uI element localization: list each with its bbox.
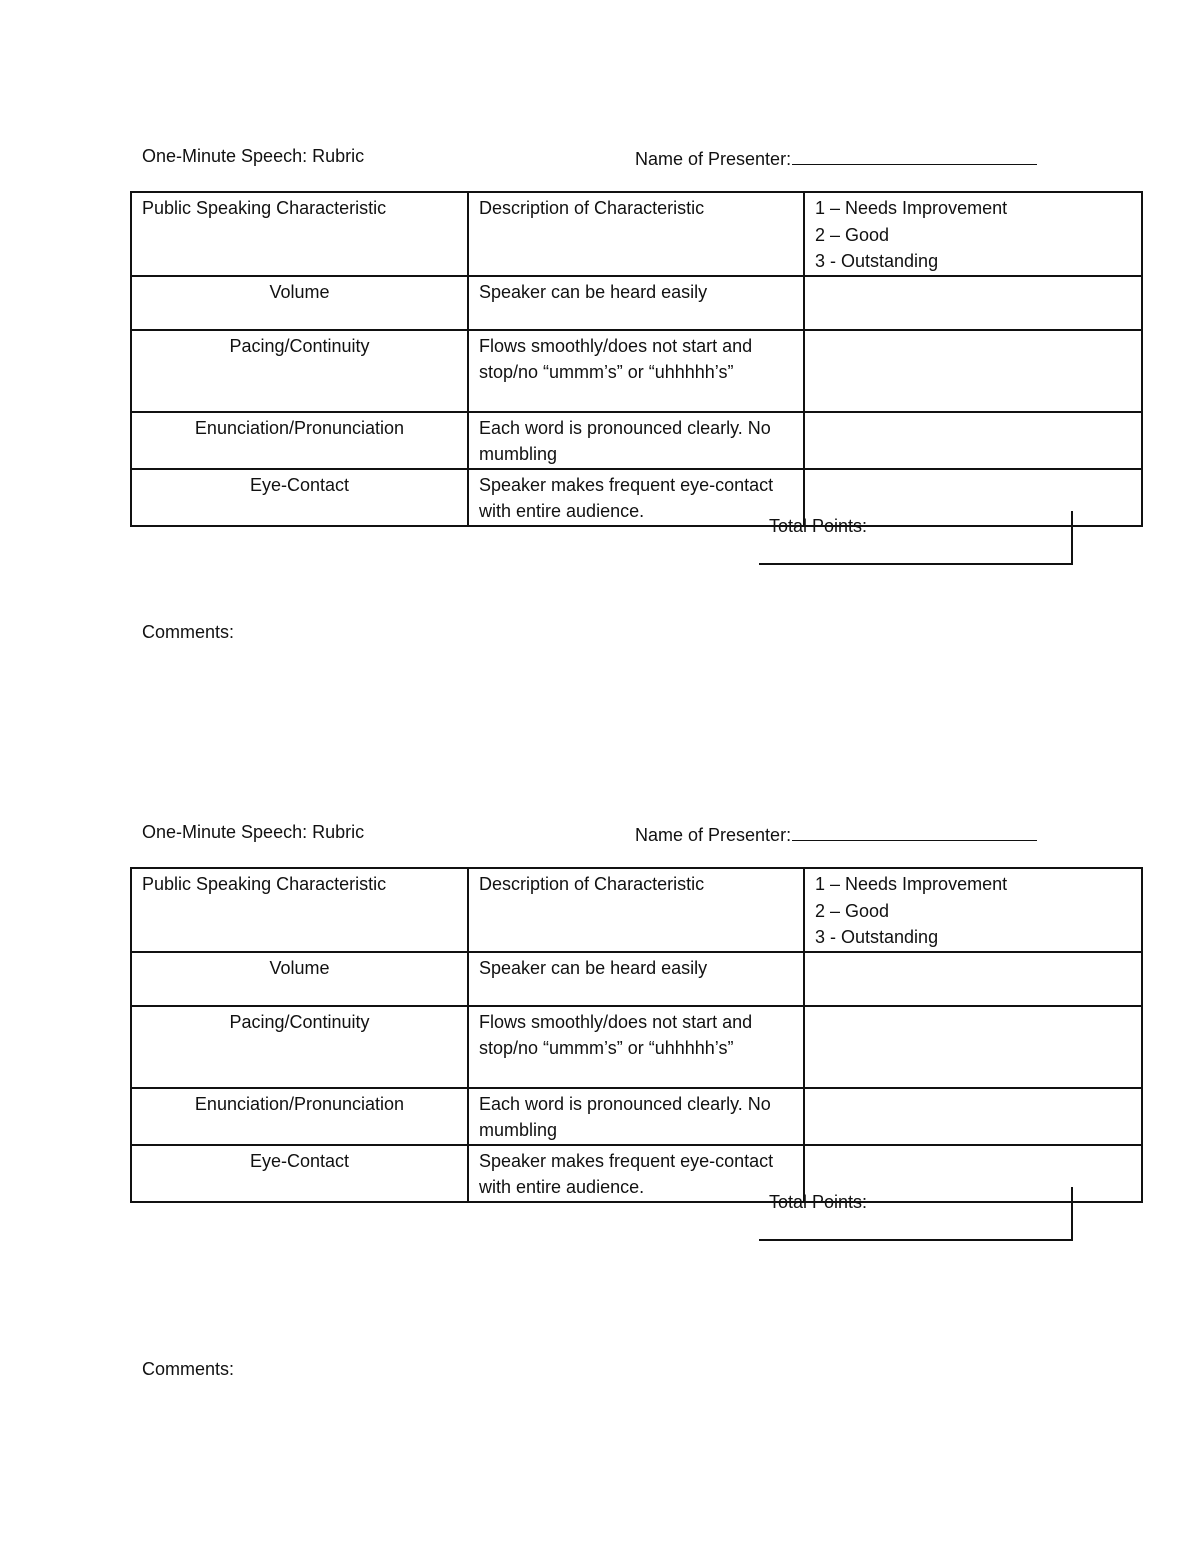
score-cell[interactable] (804, 276, 1142, 330)
score-cell[interactable] (804, 1088, 1142, 1145)
table-row (131, 952, 1142, 1006)
scale-level-3: 3 - Outstanding (815, 251, 939, 271)
table-row (131, 412, 1142, 469)
total-points-box[interactable] (759, 511, 1073, 565)
description-cell: Each word is pronounced clearly. No mumbling (468, 412, 804, 469)
characteristic-cell: Volume (131, 276, 468, 330)
score-cell[interactable] (804, 330, 1142, 412)
header-description: Description of Characteristic (468, 192, 804, 276)
score-cell[interactable] (804, 412, 1142, 469)
presenter-name-field[interactable] (635, 821, 1037, 846)
header-scale (804, 868, 1142, 952)
description-cell: Speaker can be heard easily (468, 276, 804, 330)
scale-level-2: 2 – Good (815, 900, 890, 921)
table-row (131, 276, 1142, 330)
description-cell: Speaker makes frequent eye-contact with entire audience. (468, 1145, 804, 1202)
header-characteristic: Public Speaking Characteristic (131, 192, 468, 276)
characteristic-cell: Eye-Contact (131, 469, 468, 526)
description-cell: Each word is pronounced clearly. No mumbling (468, 1088, 804, 1145)
comments-label: Comments: (142, 1359, 235, 1379)
description-cell: Speaker makes frequent eye-contact with entire audience. (468, 469, 804, 526)
scale-level-1: 1 – Needs Improvement (815, 874, 1008, 894)
total-points-label: Total Points: (769, 516, 868, 536)
scale-level-2: 2 – Good (815, 224, 890, 245)
header-scale (804, 192, 1142, 276)
characteristic-cell: Pacing/Continuity (131, 1006, 468, 1088)
table-row (131, 330, 1142, 412)
presenter-name-blank[interactable] (792, 145, 1037, 165)
rubric-section (0, 0, 1200, 642)
table-header-row (131, 868, 1142, 952)
table-header-row (131, 192, 1142, 276)
rubric-title: One-Minute Speech: Rubric (142, 146, 365, 166)
table-row (131, 1006, 1142, 1088)
table-row (131, 1088, 1142, 1145)
score-cell[interactable] (804, 1006, 1142, 1088)
rubric-title: One-Minute Speech: Rubric (142, 822, 365, 842)
score-cell[interactable] (804, 952, 1142, 1006)
characteristic-cell: Volume (131, 952, 468, 1006)
comments-label: Comments: (142, 622, 235, 642)
presenter-name-field[interactable] (635, 145, 1037, 170)
total-points-box[interactable] (759, 1187, 1073, 1241)
characteristic-cell: Pacing/Continuity (131, 330, 468, 412)
scale-level-1: 1 – Needs Improvement (815, 198, 1008, 218)
rubric-section (0, 676, 1200, 1379)
rubric-table (130, 867, 1143, 1203)
characteristic-cell: Enunciation/Pronunciation (131, 1088, 468, 1145)
total-points-label: Total Points: (769, 1192, 868, 1212)
header-characteristic: Public Speaking Characteristic (131, 868, 468, 952)
characteristic-cell: Enunciation/Pronunciation (131, 412, 468, 469)
description-cell: Flows smoothly/does not start and stop/no “ummm’s” or “uhhhhh’s” (468, 330, 804, 412)
presenter-name-blank[interactable] (792, 821, 1037, 841)
description-cell: Speaker can be heard easily (468, 952, 804, 1006)
presenter-label: Name of Presenter: (635, 825, 792, 845)
scale-level-3: 3 - Outstanding (815, 927, 939, 947)
rubric-table (130, 191, 1143, 527)
characteristic-cell: Eye-Contact (131, 1145, 468, 1202)
description-cell: Flows smoothly/does not start and stop/no “ummm’s” or “uhhhhh’s” (468, 1006, 804, 1088)
presenter-label: Name of Presenter: (635, 149, 792, 169)
header-description: Description of Characteristic (468, 868, 804, 952)
